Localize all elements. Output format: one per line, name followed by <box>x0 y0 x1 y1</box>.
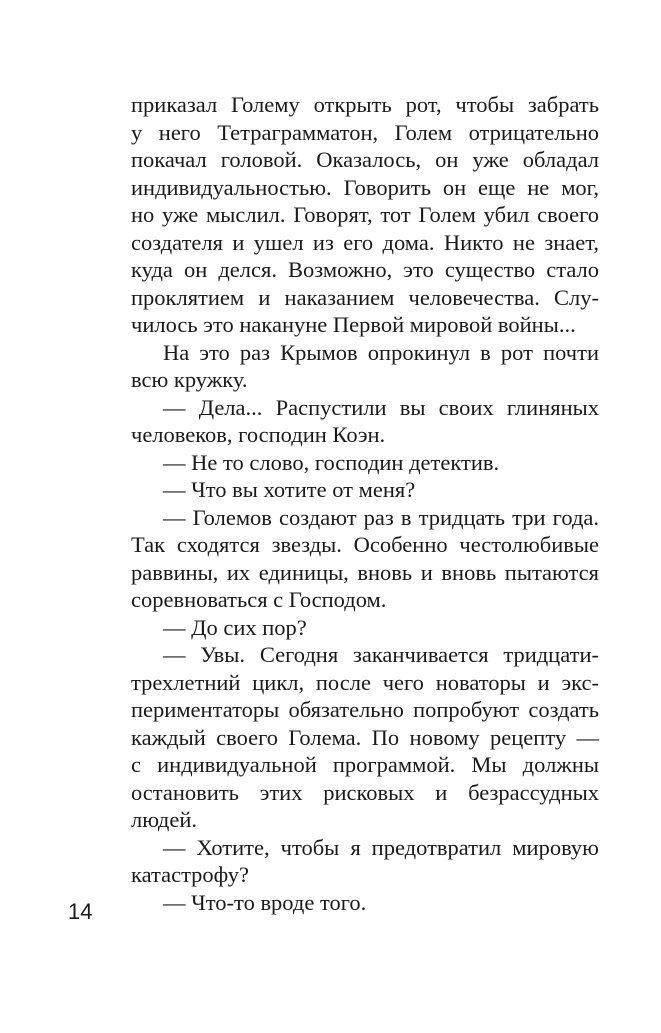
text-line: — До сих пор? <box>163 614 307 640</box>
text-line: катастрофу? <box>131 862 249 887</box>
text-line: — Хотите, чтобы я предотвратил мировую <box>163 834 599 860</box>
text-line: но уже мыслил. Говорят, тот Голем убил своего <box>131 202 599 227</box>
text-line: Так сходятся звезды. Особенно честолюбивые <box>131 532 599 557</box>
text-line: с индивидуальной программой. Мы должны <box>131 752 599 777</box>
page-number: 14 <box>68 899 93 924</box>
text-line: — Что вы хотите от меня? <box>163 477 416 502</box>
text-line: — Что-то вроде того. <box>163 889 367 915</box>
text-line: соревноваться с Господом. <box>131 587 387 612</box>
text-line: всю кружку. <box>131 367 248 392</box>
text-line: — Увы. Сегодня заканчивается тридцати- <box>163 642 599 667</box>
text-line: куда он делся. Возможно, это существо стало <box>131 257 599 282</box>
text-line: периментаторы обязательно попробуют создать <box>131 697 599 722</box>
text-line: остановить этих рисковых и безрассудных <box>131 779 599 805</box>
text-line: чилось это накануне Первой мировой войны... <box>131 312 576 337</box>
text-line: На это раз Крымов опрокинул в рот почти <box>163 339 599 365</box>
text-line: создателя и ушел из его дома. Никто не знает, <box>131 229 599 255</box>
text-line: проклятием и наказанием человечества. Слу- <box>131 284 599 310</box>
text-line: трехлетний цикл, после чего новаторы и экс- <box>131 669 599 695</box>
text-line: у него Тетраграмматон, Голем отрицательно <box>131 119 599 145</box>
text-line: приказал Голему открыть рот, чтобы забрать <box>131 92 599 117</box>
body-text <box>131 91 599 916</box>
text-line: человеков, господин Коэн. <box>131 422 386 447</box>
text-line: каждый своего Голема. По новому рецепту — <box>131 724 599 750</box>
text-line: раввины, их единицы, вновь и вновь пытаются <box>131 559 599 585</box>
text-line: — Големов создают раз в тридцать три года. <box>163 504 599 530</box>
text-line: людей. <box>131 807 197 832</box>
text-line: покачал головой. Оказалось, он уже обладал <box>131 147 599 172</box>
text-line: — Дела... Распустили вы своих глиняных <box>163 394 599 420</box>
text-line: — Не то слово, господин детектив. <box>163 449 500 475</box>
text-line: индивидуальностью. Говорить он еще не мог, <box>131 174 599 200</box>
